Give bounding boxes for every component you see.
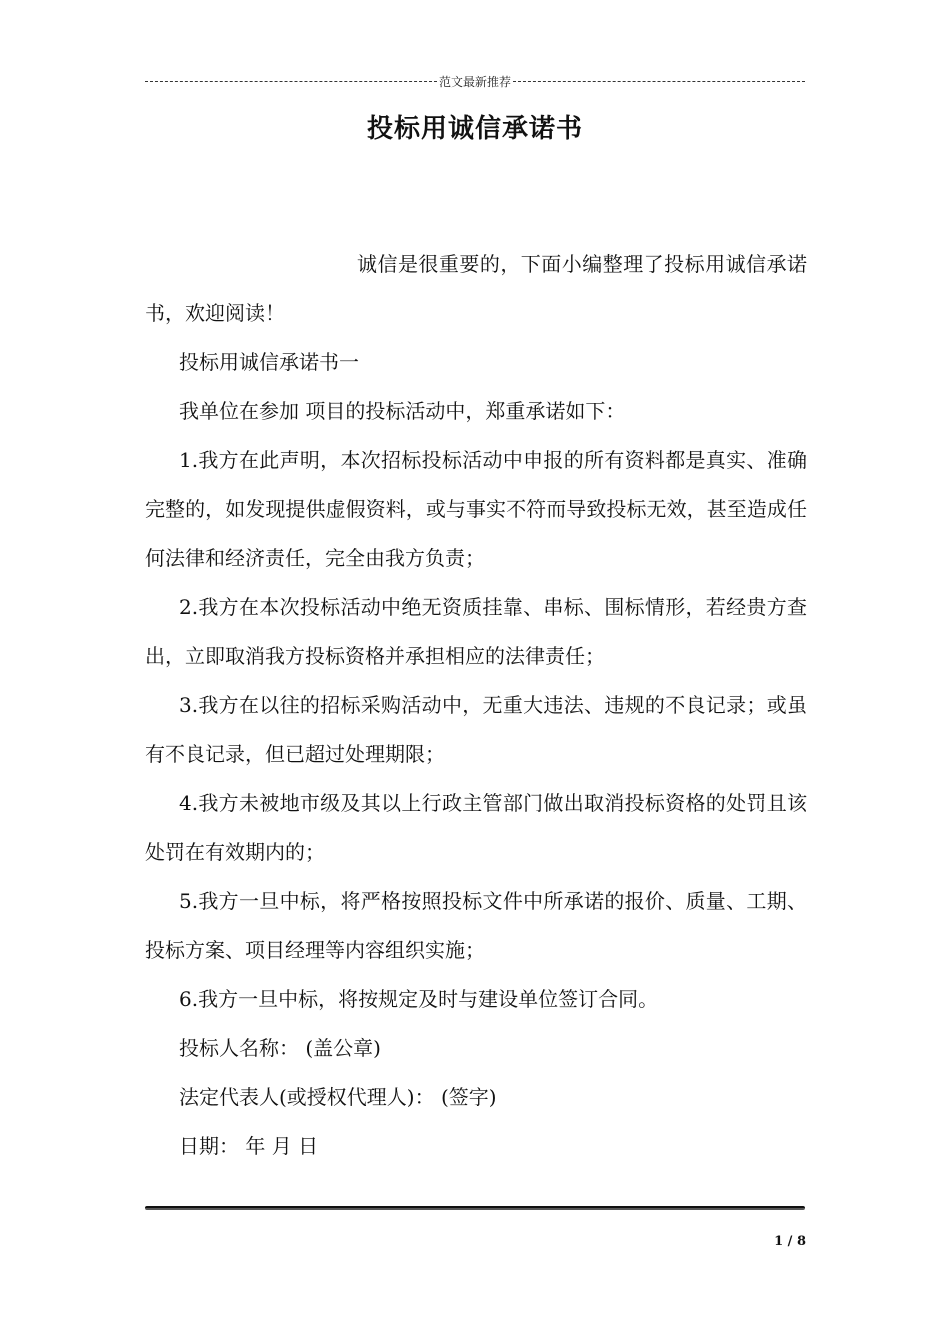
header-dash-right xyxy=(513,81,805,82)
header-recommend-bar xyxy=(145,70,805,92)
document-body xyxy=(145,240,807,1171)
commitment-item-5: 5.我方一旦中标，将严格按照投标文件中所承诺的报价、质量、工期、投标方案、项目经理等内容组织实施； xyxy=(145,889,807,962)
header-recommend-label: 范文最新推荐 xyxy=(439,74,512,89)
commitment-item-6: 6.我方一旦中标，将按规定及时与建设单位签订合同。 xyxy=(179,987,659,1011)
footer-divider xyxy=(145,1206,805,1210)
commitment-item-4: 4.我方未被地市级及其以上行政主管部门做出取消投标资格的处罚且该处罚在有效期内的； xyxy=(145,791,807,864)
bidder-name-line: 投标人名称： (盖公章) xyxy=(179,1036,381,1060)
legal-rep-line: 法定代表人(或授权代理人)： (签字) xyxy=(179,1085,497,1109)
commitment-item-3: 3.我方在以往的招标采购活动中，无重大违法、违规的不良记录；或虽有不良记录，但已超过处理期限； xyxy=(145,693,807,766)
commitment-item-1: 1.我方在此声明，本次招标投标活动中申报的所有资料都是真实、准确完整的，如发现提供虚假资料，或与事实不符而导致投标无效，甚至造成任何法律和经济责任，完全由我方负责； xyxy=(145,448,807,570)
document-title: 投标用诚信承诺书 xyxy=(366,114,583,144)
commitment-lead: 我单位在参加 项目的投标活动中，郑重承诺如下： xyxy=(179,399,626,423)
commitment-item-2: 2.我方在本次投标活动中绝无资质挂靠、串标、围标情形，若经贵方查出，立即取消我方投标资格并承担相应的法律责任； xyxy=(145,595,807,668)
header-dash-left xyxy=(145,81,437,82)
section-heading: 投标用诚信承诺书一 xyxy=(179,350,359,374)
date-line: 日期： 年 月 日 xyxy=(179,1134,319,1158)
intro-paragraph: 诚信是很重要的，下面小编整理了投标用诚信承诺书，欢迎阅读！ xyxy=(145,252,807,325)
page-indicator: 1 / 8 xyxy=(774,1234,806,1249)
